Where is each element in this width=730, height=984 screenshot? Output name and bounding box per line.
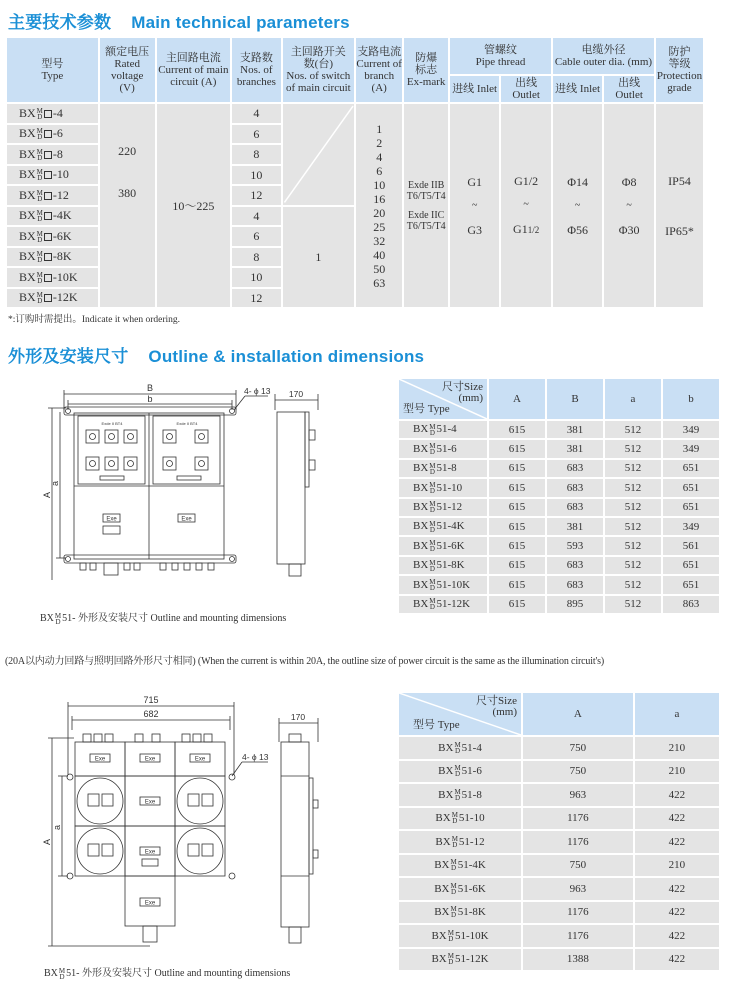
- dim-value-cell: 210: [634, 736, 720, 760]
- corner-header: 尺寸Size (mm) 型号 Type: [398, 692, 522, 736]
- dim-value-cell: 422: [634, 948, 720, 972]
- label-682: 682: [143, 709, 159, 719]
- placeholder-box-icon: [44, 192, 52, 200]
- dim-value-cell: 561: [662, 536, 720, 555]
- section-title-cn: 主要技术参数: [8, 13, 112, 32]
- dim-value-cell: 683: [546, 498, 604, 517]
- placeholder-box-icon: [44, 171, 52, 179]
- protection-cell: IP54 IP65*: [655, 103, 704, 308]
- dim-value-cell: 683: [546, 459, 604, 478]
- branches-cell: 8: [231, 247, 281, 268]
- dims-row: [398, 420, 720, 439]
- branches-cell: 10: [231, 267, 281, 288]
- dim-value-cell: 512: [604, 556, 662, 575]
- dim-value-cell: 683: [546, 575, 604, 594]
- dim-value-cell: 963: [522, 783, 634, 807]
- dims-row: [398, 439, 720, 458]
- dim-value-cell: 512: [604, 575, 662, 594]
- label-715: 715: [143, 695, 159, 705]
- header-cable-outlet: 出线 Outlet: [603, 75, 655, 103]
- dims-row: [398, 783, 720, 807]
- dim-value-cell: 422: [634, 807, 720, 831]
- placeholder-box-icon: [44, 233, 52, 241]
- dim-value-cell: 349: [662, 420, 720, 439]
- type-cell: BX M D 51-12: [398, 830, 522, 854]
- dims-row: [398, 830, 720, 854]
- dim-value-cell: 615: [488, 498, 546, 517]
- dim-value-cell: 615: [488, 517, 546, 536]
- dims-row: [398, 948, 720, 972]
- exe-label: Exe: [94, 756, 106, 763]
- section-title-cn: 外形及安装尺寸: [8, 347, 129, 366]
- dims-row: [398, 575, 720, 594]
- type-cell: BX M D 51-8: [398, 459, 488, 478]
- label-A: A: [42, 491, 52, 498]
- header-pipe-thread: 管螺纹 Pipe thread: [449, 37, 552, 75]
- main-params-table: [5, 36, 705, 309]
- dims-row: [398, 901, 720, 925]
- dim-value-cell: 615: [488, 595, 546, 614]
- dims-row: [398, 478, 720, 497]
- type-cell: BX M D 51-8: [398, 783, 522, 807]
- ex-label-right: Exde II BT4: [176, 421, 198, 426]
- dim-value-cell: 615: [488, 478, 546, 497]
- header-branches: 支路数 Nos. of branches: [231, 37, 281, 103]
- dim-value-cell: 683: [546, 478, 604, 497]
- type-cell: BX M D 51-6: [398, 760, 522, 784]
- dim-value-cell: 895: [546, 595, 604, 614]
- label-a: a: [50, 480, 60, 486]
- header-pipe-inlet: 进线 Inlet: [449, 75, 500, 103]
- type-cell: BX M D 51-10K: [398, 924, 522, 948]
- type-cell: BX M D 51-6K: [398, 536, 488, 555]
- ex-label-left: Exde II BT4: [101, 421, 123, 426]
- exe-label: Exe: [144, 756, 156, 763]
- dims-row: [398, 556, 720, 575]
- dimensions-table-1: [397, 377, 721, 615]
- dim-value-cell: 381: [546, 420, 604, 439]
- label-a: a: [52, 824, 62, 830]
- col-header: A: [488, 378, 546, 420]
- placeholder-box-icon: [44, 212, 52, 220]
- header-branch-current: 支路电流 Current of branch (A): [355, 37, 403, 103]
- drawing1-caption: BX M D 51- 外形及安装尺寸 Outline and mounting dimensions: [40, 611, 287, 626]
- dim-value-cell: 750: [522, 854, 634, 878]
- main-switch-na-cell: [282, 103, 355, 206]
- dim-value-cell: 512: [604, 498, 662, 517]
- dim-value-cell: 422: [634, 877, 720, 901]
- drawing2-caption: BX M D 51- 外形及安装尺寸 Outline and mounting dimensions: [44, 966, 291, 981]
- type-cell: BX M D 51-4: [398, 420, 488, 439]
- exe-label: Exe: [144, 849, 156, 856]
- type-cell: BX M D 51-12K: [398, 595, 488, 614]
- dims-row: [398, 736, 720, 760]
- voltage-cell: 220 380: [99, 103, 156, 308]
- branches-cell: 6: [231, 226, 281, 247]
- type-cell: BX M D -8: [6, 144, 99, 165]
- col-header: a: [604, 378, 662, 420]
- main-current-cell: 10～225: [156, 103, 232, 308]
- dim-value-cell: 1176: [522, 924, 634, 948]
- dim-value-cell: 422: [634, 924, 720, 948]
- dimensions-table-2: [397, 691, 721, 972]
- dim-value-cell: 381: [546, 517, 604, 536]
- type-cell: BX M D 51-12K: [398, 948, 522, 972]
- dim-value-cell: 615: [488, 575, 546, 594]
- cable-outlet-cell: Φ8 ~ Φ30: [603, 103, 655, 308]
- type-cell: BX M D 51-4K: [398, 854, 522, 878]
- outline-drawing-1: [30, 380, 370, 590]
- dim-value-cell: 1388: [522, 948, 634, 972]
- exe-label: Exe: [194, 756, 206, 763]
- dims-row: [398, 877, 720, 901]
- dim-value-cell: 615: [488, 536, 546, 555]
- branches-cell: 12: [231, 185, 281, 206]
- dims-row: [398, 498, 720, 517]
- header-pipe-outlet: 出线 Outlet: [500, 75, 552, 103]
- dim-value-cell: 512: [604, 536, 662, 555]
- dim-value-cell: 593: [546, 536, 604, 555]
- type-cell: BX M D -6: [6, 124, 99, 145]
- type-cell: BX M D -10: [6, 165, 99, 186]
- col-header: a: [634, 692, 720, 736]
- label-B: B: [146, 383, 154, 393]
- dims-row: [398, 459, 720, 478]
- col-header: B: [546, 378, 604, 420]
- label-b: b: [147, 394, 153, 404]
- dim-value-cell: 422: [634, 830, 720, 854]
- type-cell: BX M D 51-6: [398, 439, 488, 458]
- branches-cell: 4: [231, 103, 281, 124]
- header-voltage: 额定电压 Rated voltage (V): [99, 37, 156, 103]
- header-cable-dia: 电缆外径 Cable outer dia. (mm): [552, 37, 655, 75]
- dim-value-cell: 615: [488, 556, 546, 575]
- dim-value-cell: 349: [662, 517, 720, 536]
- type-cell: BX M D 51-8K: [398, 901, 522, 925]
- placeholder-box-icon: [44, 151, 52, 159]
- dims-row: [398, 517, 720, 536]
- pipe-outlet-cell: G1/2 ~ G11/2: [500, 103, 552, 308]
- branches-cell: 10: [231, 165, 281, 186]
- dim-value-cell: 963: [522, 877, 634, 901]
- dim-value-cell: 651: [662, 459, 720, 478]
- dim-value-cell: 651: [662, 575, 720, 594]
- type-cell: BX M D 51-10: [398, 478, 488, 497]
- dims-row: [398, 807, 720, 831]
- header-main-switch: 主回路开关 数(台) Nos. of switch of main circuit: [282, 37, 355, 103]
- section-title-dimensions: [8, 342, 424, 367]
- dim-value-cell: 381: [546, 439, 604, 458]
- dim-value-cell: 512: [604, 595, 662, 614]
- dims-row: [398, 854, 720, 878]
- section-title-main-params: [8, 8, 350, 33]
- ex-mark-cell: Exde IIB T6/T5/T4 Exde IIC T6/T5/T4: [403, 103, 449, 308]
- dims-row: [398, 760, 720, 784]
- header-ex-mark: 防爆 标志 Ex-mark: [403, 37, 449, 103]
- exe-label-right: Exe: [181, 516, 192, 523]
- type-cell: BX M D 51-4K: [398, 517, 488, 536]
- dim-value-cell: 651: [662, 478, 720, 497]
- label-A: A: [42, 838, 52, 845]
- dims-row: [398, 536, 720, 555]
- branch-current-cell: 1 2 4 6 10 16 20 25 32 40 50 63: [355, 103, 403, 308]
- dim-value-cell: 750: [522, 760, 634, 784]
- type-cell: BX M D -12: [6, 185, 99, 206]
- label-holes: 4- ϕ 13: [242, 752, 269, 762]
- dim-value-cell: 422: [634, 901, 720, 925]
- dim-value-cell: 210: [634, 760, 720, 784]
- type-cell: BX M D 51-10: [398, 807, 522, 831]
- cable-inlet-cell: Φ14 ~ Φ56: [552, 103, 603, 308]
- placeholder-box-icon: [44, 130, 52, 138]
- exe-label: Exe: [144, 900, 156, 907]
- dim-value-cell: 210: [634, 854, 720, 878]
- dim-value-cell: 1176: [522, 807, 634, 831]
- dim-value-cell: 512: [604, 439, 662, 458]
- type-cell: BX M D -10K: [6, 267, 99, 288]
- type-cell: BX M D 51-8K: [398, 556, 488, 575]
- type-cell: BX M D -6K: [6, 226, 99, 247]
- dim-value-cell: 750: [522, 736, 634, 760]
- dim-value-cell: 512: [604, 478, 662, 497]
- ordering-note: *:订购时需提出。Indicate it when ordering.: [8, 315, 181, 325]
- header-main-current: 主回路电流 Current of main circuit (A): [156, 37, 232, 103]
- label-depth: 170: [290, 712, 306, 722]
- label-holes: 4- ϕ 13: [244, 386, 271, 396]
- exe-label: Exe: [144, 799, 156, 806]
- dim-value-cell: 651: [662, 498, 720, 517]
- col-header: A: [522, 692, 634, 736]
- exe-label-left: Exe: [106, 516, 117, 523]
- label-depth: 170: [288, 389, 304, 399]
- type-cell: BX M D -4K: [6, 206, 99, 227]
- type-cell: BX M D 51-4: [398, 736, 522, 760]
- dims-row: [398, 595, 720, 614]
- dim-value-cell: 349: [662, 439, 720, 458]
- corner-header: 尺寸Size (mm) 型号 Type: [398, 378, 488, 420]
- dim-value-cell: 1176: [522, 901, 634, 925]
- current-remark: (20A以内动力回路与照明回路外形尺寸相同) (When the current is within 20A, the outline size of power circuit is the same as the illumination circuit's): [5, 656, 605, 667]
- section-title-en: Outline & installation dimensions: [148, 347, 425, 366]
- dim-value-cell: 512: [604, 420, 662, 439]
- type-cell: BX M D -4: [6, 103, 99, 124]
- branches-cell: 8: [231, 144, 281, 165]
- type-cell: BX M D -8K: [6, 247, 99, 268]
- type-cell: BX M D 51-12: [398, 498, 488, 517]
- dim-value-cell: 651: [662, 556, 720, 575]
- header-type: 型号 Type: [6, 37, 99, 103]
- type-cell: BX M D -12K: [6, 288, 99, 309]
- type-cell: BX M D 51-10K: [398, 575, 488, 594]
- branches-cell: 4: [231, 206, 281, 227]
- switch-icons: [86, 430, 208, 470]
- dim-value-cell: 683: [546, 556, 604, 575]
- dim-value-cell: 422: [634, 783, 720, 807]
- header-protection: 防护 等级 Protection grade: [655, 37, 704, 103]
- dim-value-cell: 615: [488, 459, 546, 478]
- branches-cell: 6: [231, 124, 281, 145]
- dim-value-cell: 1176: [522, 830, 634, 854]
- outline-drawing-2: [30, 690, 370, 960]
- placeholder-box-icon: [44, 274, 52, 282]
- section-title-en: Main technical parameters: [131, 13, 350, 32]
- placeholder-box-icon: [44, 110, 52, 118]
- header-cable-inlet: 进线 Inlet: [552, 75, 603, 103]
- col-header: b: [662, 378, 720, 420]
- dim-value-cell: 863: [662, 595, 720, 614]
- dim-value-cell: 615: [488, 420, 546, 439]
- type-cell: BX M D 51-6K: [398, 877, 522, 901]
- dim-value-cell: 512: [604, 517, 662, 536]
- pipe-inlet-cell: G1 ~ G3: [449, 103, 500, 308]
- dims-row: [398, 924, 720, 948]
- dim-value-cell: 512: [604, 459, 662, 478]
- main-switch-cell: 1: [282, 206, 355, 309]
- placeholder-box-icon: [44, 253, 52, 261]
- placeholder-box-icon: [44, 294, 52, 302]
- dim-value-cell: 615: [488, 439, 546, 458]
- params-row: [6, 103, 704, 124]
- branches-cell: 12: [231, 288, 281, 309]
